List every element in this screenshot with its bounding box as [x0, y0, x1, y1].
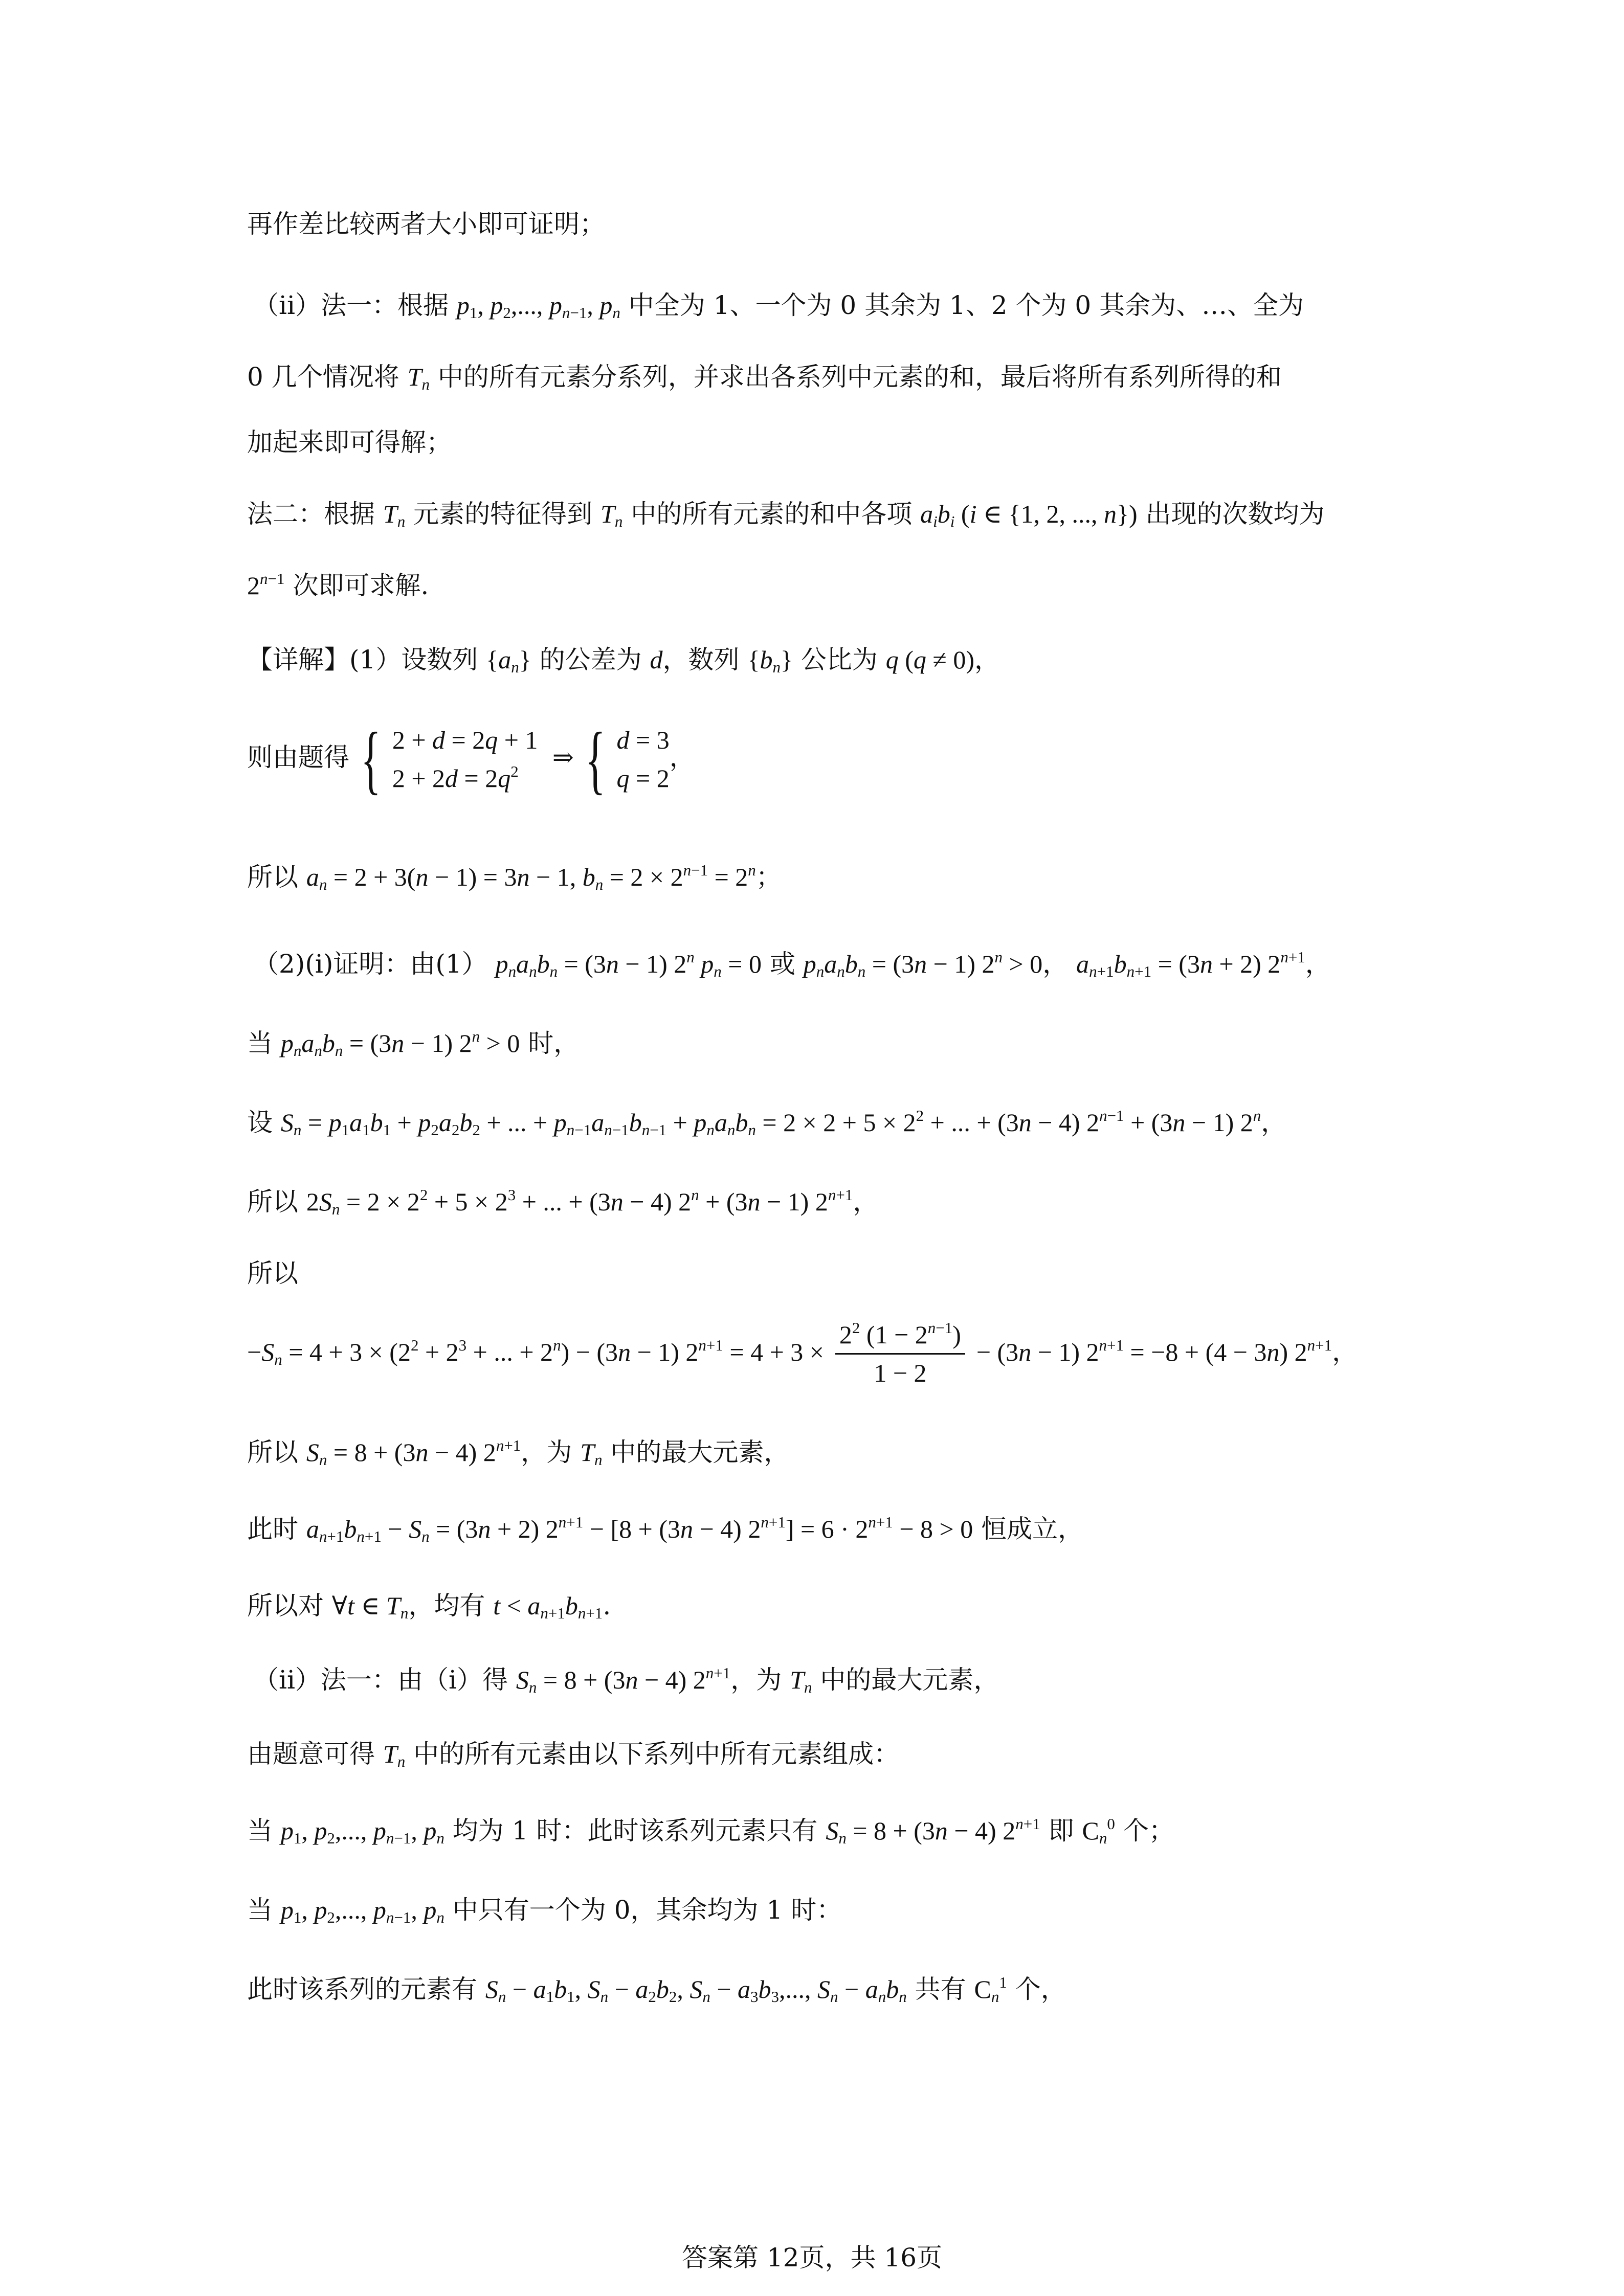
text-line-8: 则由题得 { 2 + d = 2q + 1 $2 + 2d = 2q^2$ ⇒ { d = 3 q = 2 ，	[247, 717, 695, 802]
fraction: $\frac{2^2 (1 - 2^{n-1})}{1 - 2}$	[835, 1319, 965, 1388]
text-line-11: 当 $p_na_nb_n = (3n - 1) 2^n > 0$ 时，	[247, 1027, 580, 1060]
text-line-10: （2)(ⅰ)证明：由(1） $p_na_nb_n = (3n - 1)$ 2$^n$ $p_n = 0$ 或 $p_na_nb_n = (3n - 1) 2^n > 0$， $a_{n+1}b_{n+1} = (3n + 2)$ $2^{n+1}$，	[253, 948, 1331, 980]
text-line-17: 此时 $a_{n+1}b_{n+1} - S_n = (3n + 2) 2^{n+1} - [8 + (3n - 4) 2^{n+1}] = 6 \cdot 2^{n+1} - 8 > 0$ 恒成立，	[247, 1513, 1084, 1545]
text-line-6: $2^{n-1}$ 次即可求解.	[247, 569, 429, 600]
text-line-20: 由题意可得 $T_n$ 中的所有元素由以下系列中所有元素组成：	[247, 1739, 900, 1770]
text-line-5: 法二：根据 $T_n$ 元素的特征得到 $T_n$ 中的所有元素的和中各项 $a_ib_i$ (i ∈ {1, 2, ..., n}) 出现的次数均为	[247, 499, 1325, 530]
text-line-4: 加起来即可得解；	[247, 427, 452, 457]
text-line-3: 0 几个情况将 $T_n$ 中的所有元素分系列，并求出各系列中元素的和，最后将所有系列所得的和	[247, 362, 1282, 393]
text-line-13: 所以 $2S_n = 2 \times 2^2 + 5 \times 2^3$ + ... + (3n − 4) $2^n + (3n - 1)$ $2^{n+1}$，	[247, 1185, 879, 1218]
text-line-9: 所以 $a_n = 2 + 3(n - 1) = 3n - 1$, $b_n = 2 \times 2^{n-1} = 2^n$；	[247, 861, 782, 893]
page-footer: 答案第 12页，共 16页	[681, 2243, 943, 2272]
text-line-12: 设 $S_n = p_1a_1b_1 + p_2a_2b_2$ + ... + $p_{n-1}a_{n-1}b_{n-1} + p_na_nb_n = 2 \times 2 + 5 \times 2^2$ + ... + (3n − 4) $2^{n-1} + (3n - 1)$ 2$^n$，	[247, 1106, 1287, 1139]
text-line-18: 所以对 ∀t ∈ $T_n$，均有 $t < a_{n+1}b_{n+1}$.	[247, 1591, 611, 1622]
text-line-7: 【详解】(1）设数列 $\{a_n\}$ 的公差为 d，数列 $\{b_n\}$ 公比为 q (q ≠ 0)，	[247, 645, 1000, 676]
text-line-15: $-S_n = 4 + 3 \times (2^2 + 2^3$ + ... + $2^n) - (3n - 1)$ $2^{n+1} = 4 + 3$ × $\frac{2^2 (1 - 2^{n-1})}{1 - 2}$ − (3n − 1) $2^{n+1} = -8 + (4 - 3n)$ $2^{n+1}$，	[247, 1318, 1358, 1387]
text-line-16: 所以 $S_n = 8 + (3n - 4)$ $2^{n+1}$，为 $T_n$ 中的最大元素，	[247, 1436, 790, 1469]
text-line-2: （ⅱ）法一：根据 $p_1$, $p_2$,..., $p_{n-1}$, $p_n$ 中全为 1、一个为 0 其余为 1、2 个为 0 其余为、…、全为	[253, 290, 1304, 322]
text-line-14: 所以	[247, 1258, 298, 1288]
text-line-19: （ⅱ）法一：由（ⅰ）得 $S_n = 8 + (3n - 4)$ $2^{n+1}$，为 $T_n$ 中的最大元素，	[253, 1663, 999, 1696]
formula: $p_1$, $p_2$,..., $p_{n-1}$, $p_n$	[456, 291, 620, 322]
text-line-21: 当 $p_1$, $p_2$,..., $p_{n-1}$, $p_n$ 均为 1 时：此时该系列元素只有 $S_n = 8 + (3n - 4)$ $2^{n+1}$ 即 $C_n^0$ 个；	[247, 1814, 1174, 1847]
text-line-22: 当 $p_1$, $p_2$,..., $p_{n-1}$, $p_n$ 中只有一个为 0，其余均为 1 时：	[247, 1895, 842, 1926]
text-line-1: 再作差比较两者大小即可证明；	[247, 209, 605, 239]
text-line-23: 此时该系列的元素有 $S_n - a_1b_1$, $S_n - a_2b_2$, $S_n - a_3b_3$,..., $S_n - a_nb_n$ 共有 $C_n^1$ 个，	[247, 1973, 1066, 2006]
